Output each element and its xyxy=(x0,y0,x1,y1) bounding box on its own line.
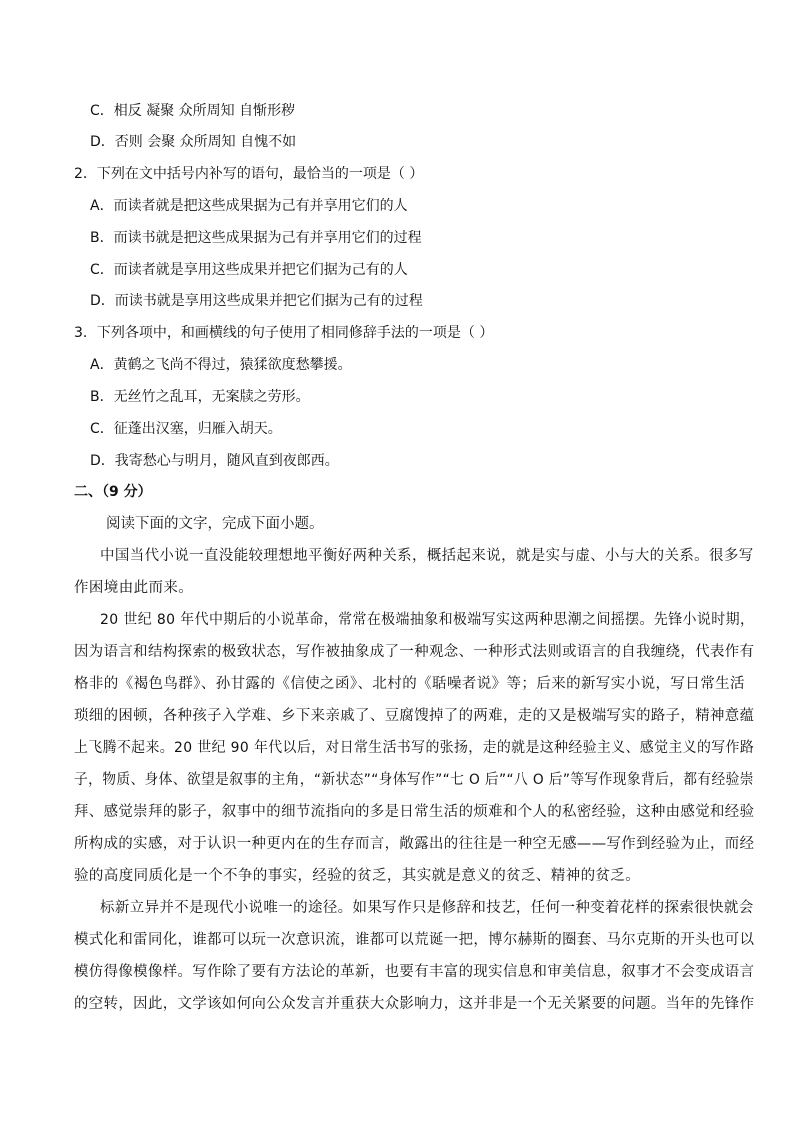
passage-line: 中国当代小说一直没能较理想地平衡好两种关系，概括起来说，就是实与虚、小与大的关系。很多写 xyxy=(100,548,754,564)
passage-line: 验的高度同质化是一个不争的事实，经验的贫乏，其实就是意义的贫乏、精神的贫乏。 xyxy=(74,868,641,884)
q3-option-c: C．征蓬出汉塞，归雁入胡天。 xyxy=(90,421,282,437)
passage-line: 上飞腾不起来。20 世纪 90 年代以后，对日常生活书写的张扬，走的就是这种经验主义、感觉主义的写作路 xyxy=(74,740,755,756)
passage-line: 因为语言和结构探索的极致状态，写作被抽象成了一种观念、一种形式法则或语言的自我缠绕，代表作有 xyxy=(74,644,755,660)
passage-line: 模仿得像模像样。写作除了要有方法论的革新，也要有丰富的现实信息和审美信息，叙事才不会变成语言 xyxy=(74,964,755,980)
section-instruction: 阅读下面的文字，完成下面小题。 xyxy=(106,516,324,532)
q1-option-c: C．相反 凝聚 众所周知 自惭形秽 xyxy=(90,103,296,119)
passage-line: 子，物质、身体、欲望是叙事的主角，“新状态”“身体写作”“七 O 后”“八 O 后”等写作现象背后，都有经验崇 xyxy=(74,772,754,788)
q3-option-d: D．我寄愁心与明月，随风直到夜郎西。 xyxy=(90,453,339,469)
passage-line: 格非的《褐色鸟群》、孙甘露的《信使之函》、北村的《聒噪者说》等；后来的新写实小说，写日常生活 xyxy=(74,676,745,692)
passage-line: 琐细的困顿，各种孩子入学难、乡下来亲戚了、豆腐馊掉了的两难，走的又是极端写实的路子，精神意蕴 xyxy=(74,708,755,724)
section-heading: 二、（9 分） xyxy=(74,484,152,500)
q2-option-c: C．而读者就是享用这些成果并把它们据为己有的人 xyxy=(90,262,408,278)
q1-option-d: D．否则 会聚 众所周知 自愧不如 xyxy=(90,134,297,150)
q2-option-b: B．而读书就是把这些成果据为己有并享用它们的过程 xyxy=(90,230,422,246)
passage-line: 作困境由此而来。 xyxy=(74,580,194,596)
q3-option-a: A．黄鹤之飞尚不得过，猿猱欲度愁攀援。 xyxy=(90,357,352,373)
q2-stem: 2．下列在文中括号内补写的语句，最恰当的一项是（ ） xyxy=(74,166,424,182)
q2-option-a: A．而读者就是把这些成果据为己有并享用它们的人 xyxy=(90,198,408,214)
q3-option-b: B．无丝竹之乱耳，无案牍之劳形。 xyxy=(90,389,310,405)
q2-option-d: D．而读书就是享用这些成果并把它们据为己有的过程 xyxy=(90,293,423,309)
passage-line: 所构成的实感，对于认识一种更内在的生存而言，敞露出的往往是一种空无感——写作到经验为止，而经 xyxy=(74,836,755,852)
passage-line: 模式化和雷同化，谁都可以玩一次意识流，谁都可以荒诞一把，博尔赫斯的圈套、马尔克斯的开头也可以 xyxy=(74,932,755,948)
q3-stem: 3．下列各项中，和画横线的句子使用了相同修辞手法的一项是（ ） xyxy=(74,325,494,341)
passage-line: 拜、感觉崇拜的影子，叙事中的细节流指向的多是日常生活的烦难和个人的私密经验，这种由感觉和经验 xyxy=(74,804,755,820)
passage-line: 标新立异并不是现代小说唯一的途径。如果写作只是修辞和技艺，任何一种变着花样的探索很快就会 xyxy=(100,900,754,916)
passage-line: 20 世纪 80 年代中期后的小说革命，常常在极端抽象和极端写实这两种思潮之间摇摆。先锋小说时期， xyxy=(100,612,755,628)
passage-line: 的空转，因此，文学该如何向公众发言并重获大众影响力，这并非是一个无关紧要的问题。当年的先锋作 xyxy=(74,996,755,1012)
